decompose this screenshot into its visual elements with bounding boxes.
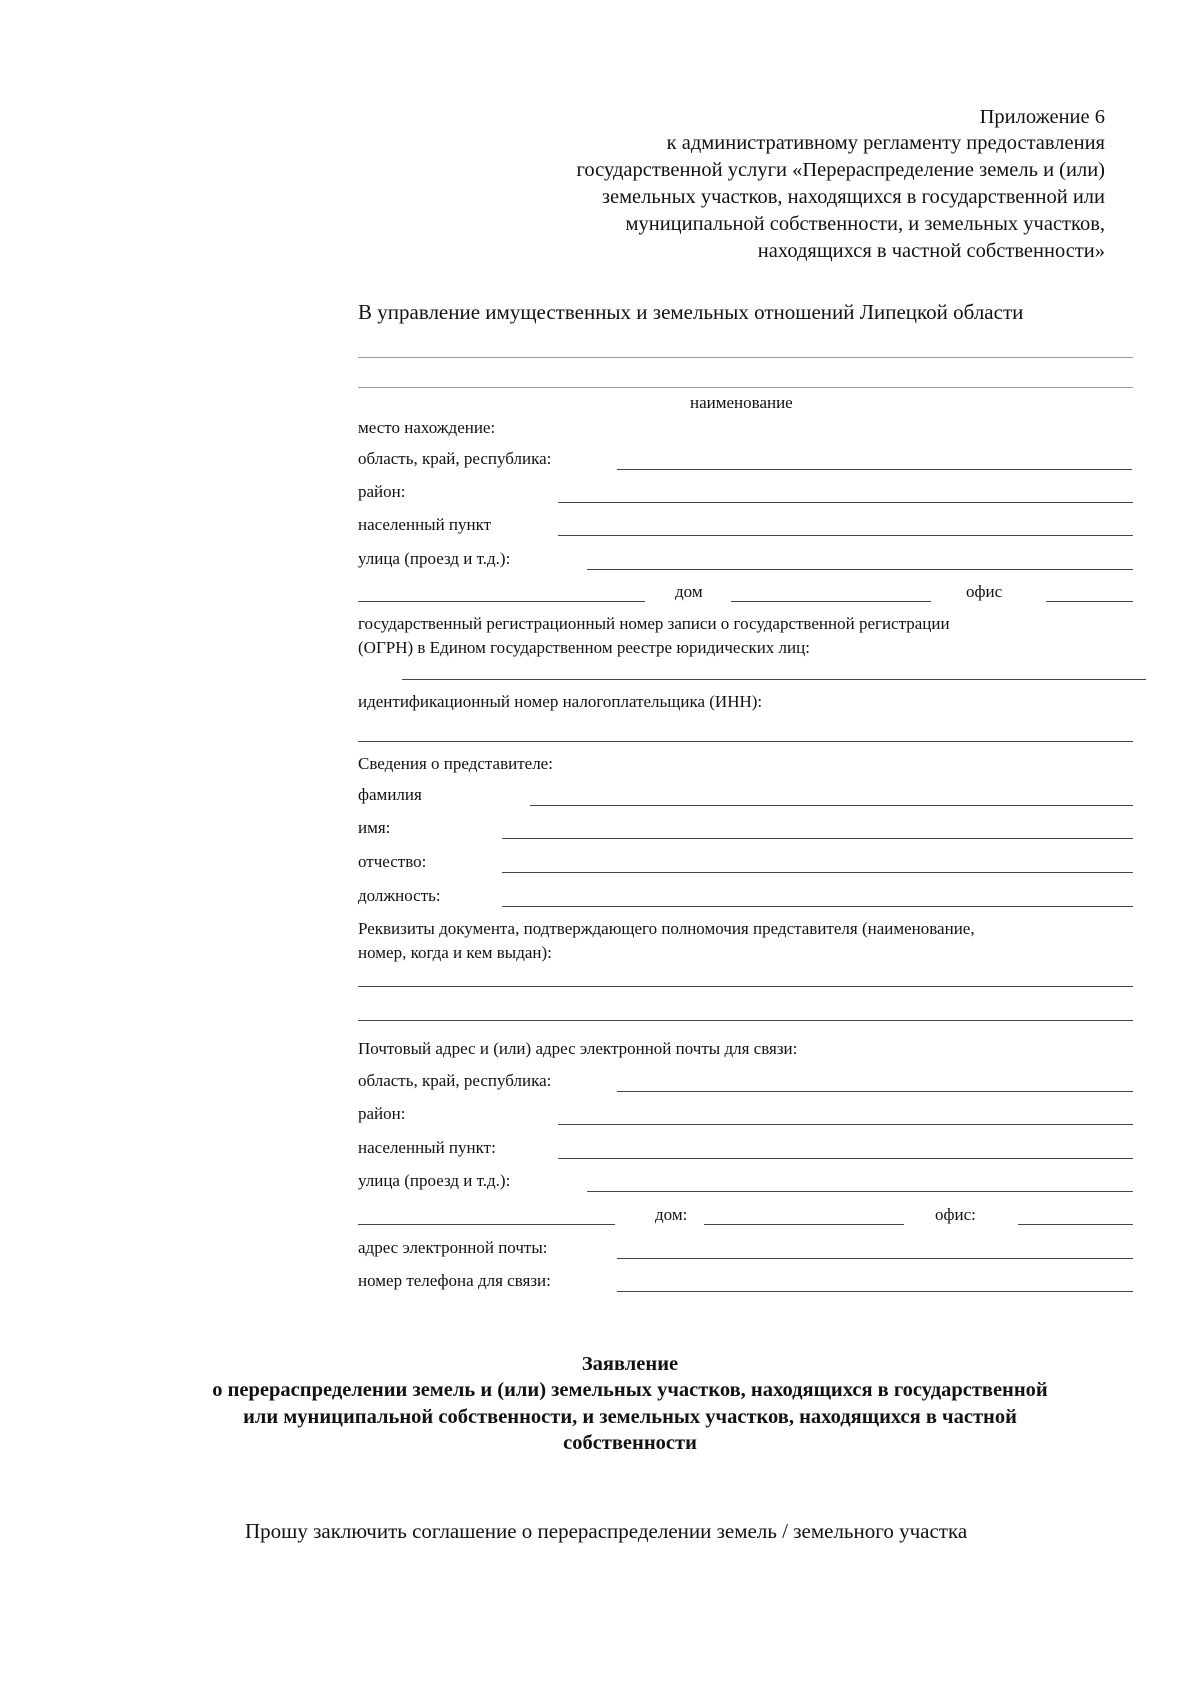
header-line: к административному регламенту предоставления	[666, 132, 1105, 154]
street-label: улица (проезд и т.д.):	[358, 549, 511, 568]
email-label: адрес электронной почты:	[358, 1238, 548, 1257]
district-label: район:	[358, 482, 406, 501]
name-caption: наименование	[690, 393, 793, 412]
contact-heading: Почтовый адрес и (или) адрес электронной почты для связи:	[358, 1039, 798, 1058]
settlement-field[interactable]	[558, 535, 1133, 536]
header-line: государственной услуги «Перераспределение земель и (или)	[576, 159, 1105, 181]
header-line: находящихся в частной собственности»	[757, 240, 1105, 262]
contact-region-label: область, край, республика:	[358, 1071, 552, 1090]
representative-heading: Сведения о представителе:	[358, 754, 553, 773]
phone-field[interactable]	[617, 1291, 1133, 1292]
surname-field[interactable]	[530, 805, 1133, 806]
contact-settlement-label: населенный пункт:	[358, 1138, 496, 1157]
name-field-line-2[interactable]	[358, 387, 1133, 388]
ogrn-label: государственный регистрационный номер записи о государственной регистрации	[358, 614, 950, 633]
house-field[interactable]	[731, 601, 931, 602]
patronymic-field[interactable]	[502, 872, 1133, 873]
statement-title-line: собственности	[563, 1432, 697, 1454]
document-label: Реквизиты документа, подтверждающего полномочия представителя (наименование,	[358, 919, 975, 938]
office-field[interactable]	[1046, 601, 1133, 602]
document-field-line-1[interactable]	[358, 986, 1133, 987]
ogrn-field[interactable]	[402, 679, 1146, 680]
position-label: должность:	[358, 886, 441, 905]
region-label: область, край, республика:	[358, 449, 552, 468]
office-label: офис	[966, 582, 1003, 601]
position-field[interactable]	[502, 906, 1133, 907]
location-label: место нахождение:	[358, 418, 496, 437]
street-continuation-field[interactable]	[358, 601, 645, 602]
contact-house-label: дом:	[655, 1205, 688, 1224]
first-name-label: имя:	[358, 818, 391, 837]
contact-region-field[interactable]	[617, 1091, 1133, 1092]
contact-office-label: офис:	[935, 1205, 976, 1224]
contact-street-label: улица (проезд и т.д.):	[358, 1171, 511, 1190]
patronymic-label: отчество:	[358, 852, 427, 871]
street-field[interactable]	[587, 569, 1133, 570]
settlement-label: населенный пункт	[358, 515, 492, 534]
inn-field[interactable]	[358, 741, 1133, 742]
statement-title-line: или муниципальной собственности, и земельных участков, находящихся в частной	[243, 1406, 1017, 1428]
header-line: муниципальной собственности, и земельных участков,	[625, 213, 1105, 235]
contact-settlement-field[interactable]	[558, 1158, 1133, 1159]
statement-title-line: о перераспределении земель и (или) земельных участков, находящихся в государственной	[212, 1379, 1048, 1401]
contact-district-label: район:	[358, 1104, 406, 1123]
document-field-line-2[interactable]	[358, 1020, 1133, 1021]
ogrn-label-cont: (ОГРН) в Едином государственном реестре юридических лиц:	[358, 638, 810, 657]
email-field[interactable]	[617, 1258, 1133, 1259]
header-line: Приложение 6	[979, 106, 1105, 128]
contact-office-field[interactable]	[1018, 1224, 1133, 1225]
phone-label: номер телефона для связи:	[358, 1271, 551, 1290]
statement-body: Прошу заключить соглашение о перераспределении земель / земельного участка	[245, 1519, 968, 1543]
region-field[interactable]	[617, 469, 1132, 470]
inn-label: идентификационный номер налогоплательщика (ИНН):	[358, 692, 763, 711]
statement-title-line: Заявление	[581, 1353, 679, 1375]
district-field[interactable]	[558, 502, 1133, 503]
addressee: В управление имущественных и земельных отношений Липецкой области	[358, 300, 1024, 324]
contact-street-continuation-field[interactable]	[358, 1224, 615, 1225]
document-label-cont: номер, когда и кем выдан):	[358, 943, 552, 962]
header-line: земельных участков, находящихся в государственной или	[601, 186, 1105, 208]
contact-district-field[interactable]	[558, 1124, 1133, 1125]
contact-house-field[interactable]	[704, 1224, 904, 1225]
house-label: дом	[675, 582, 703, 601]
contact-street-field[interactable]	[587, 1191, 1133, 1192]
surname-label: фамилия	[358, 785, 422, 804]
first-name-field[interactable]	[502, 838, 1133, 839]
name-field-line-1[interactable]	[358, 357, 1133, 358]
